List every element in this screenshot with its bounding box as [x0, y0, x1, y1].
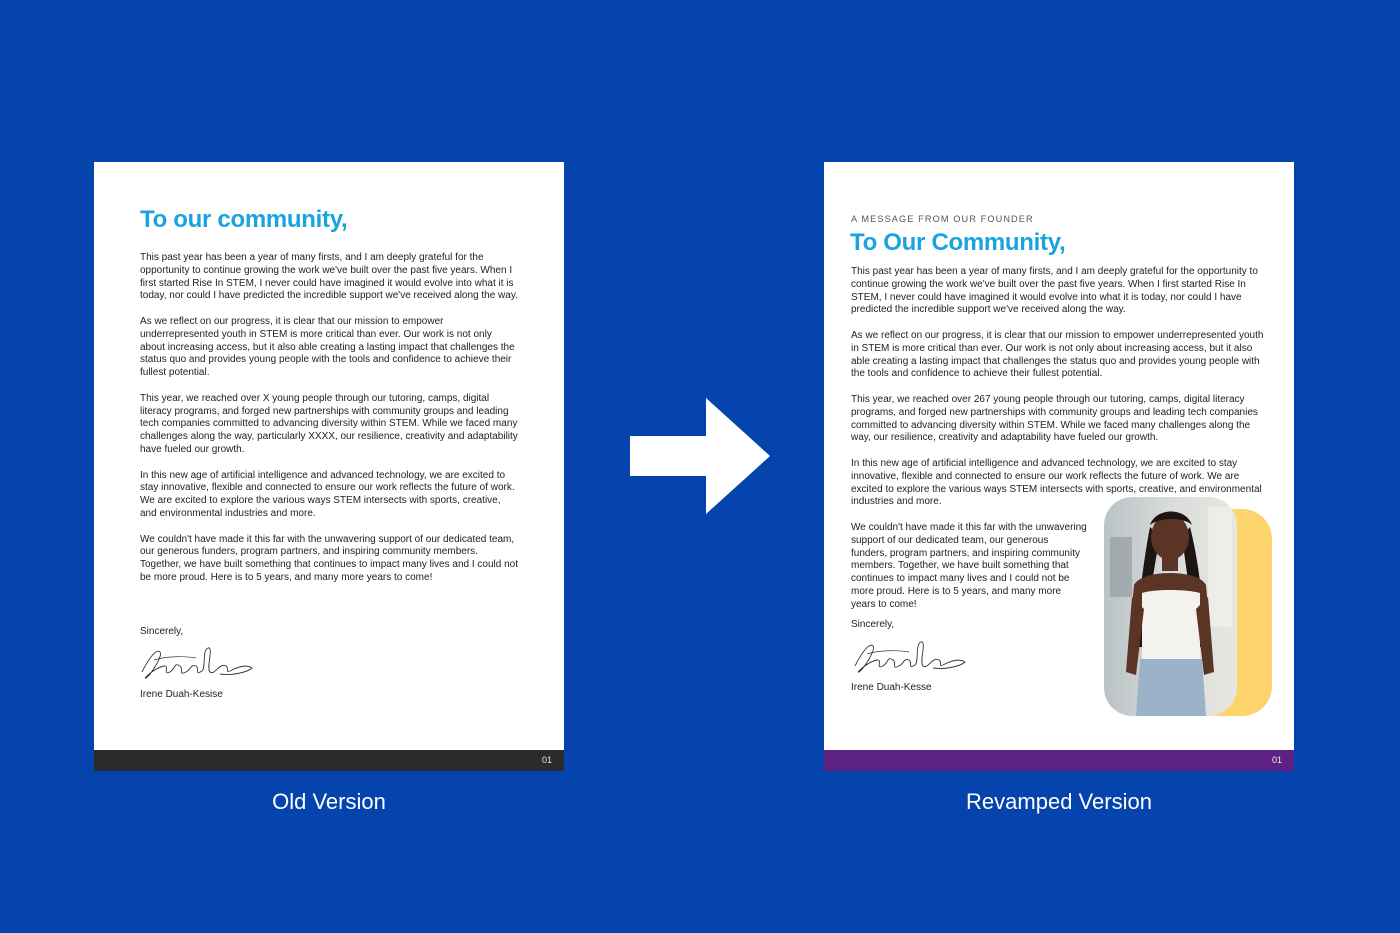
page-number: 01 — [541, 755, 552, 765]
old-version-page — [94, 162, 564, 771]
letter-body — [140, 252, 518, 598]
page-number: 01 — [1271, 755, 1282, 765]
signature-image — [849, 632, 969, 678]
eyebrow-label: A MESSAGE FROM OUR FOUNDER — [851, 214, 1034, 224]
page-footer — [824, 750, 1294, 771]
letter-paragraph: We couldn't have made it this far with the unwavering support of our dedicated team, our generous funders, program partners, and inspiring community members. Together, we have built something that continues to impact many lives and I could not be more proud. Here is to 5 years, and many more years to come! — [140, 533, 518, 583]
founder-photo-frame — [1104, 497, 1274, 719]
closing-text: Sincerely, — [140, 626, 184, 637]
signer-name: Irene Duah-Kesise — [140, 689, 223, 700]
letter-paragraph: This past year has been a year of many firsts, and I am deeply grateful for the opportunity to continue growing the work we've built over the past five years. When I first started Rise In STEM, I never could have imagined it would evolve into what it is today, nor could I have predicted the incredible support we've received along the way. — [140, 252, 518, 302]
page-title: To Our Community, — [850, 229, 1066, 256]
letter-paragraph: In this new age of artificial intelligence and advanced technology, we are excited to stay innovative, flexible and connected to ensure our work reflects the future of work. We are excited to explore the various ways STEM intersects with sports, creative, and environmental industries and more. — [140, 469, 515, 519]
letter-paragraph: We couldn't have made it this far with the unwavering support of our dedicated team, our generous funders, program partners, and inspiring community members. Together, we have built something that continues to impact many lives and I could not be more proud. Here is to 5 years, and many more years to come! — [851, 521, 1087, 610]
revamped-version-caption: Revamped Version — [966, 789, 1152, 814]
letter-paragraph: This past year has been a year of many firsts, and I am deeply grateful for the opportunity to continue growing the work we've built over the past five years. When I first started Rise In STEM, I never could have imagined it would evolve into what it is today, nor could I have predicted the incredible support we've received along the way. — [851, 266, 1258, 316]
letter-paragraph: As we reflect on our progress, it is clear that our mission to empower underrepresented youth in STEM is more critical than ever. Our work is not only about increasing access, but it also able creating a lasting impact that challenges the status quo and provides young people with the tools and confidence to achieve their fullest potential. — [140, 315, 515, 379]
signer-name: Irene Duah-Kesse — [851, 682, 932, 693]
founder-portrait-photo — [1104, 497, 1237, 716]
old-version-caption: Old Version — [272, 789, 386, 814]
letter-paragraph: As we reflect on our progress, it is clear that our mission to empower underrepresented youth in STEM is more critical than ever. Our work is not only about increasing access, but it also able creating a lasting impact that challenges the status quo and provides young people with the tools and confidence to achieve their fullest potential. — [851, 329, 1264, 380]
letter-paragraph: This year, we reached over 267 young people through our tutoring, camps, digital literacy programs, and forged new partnerships with community groups and leading tech companies committed to advancing diversity within STEM. While we faced many challenges along the way, our resilience, creativity and adaptability have fueled our growth. — [851, 393, 1258, 444]
letter-paragraph: This year, we reached over X young people through our tutoring, camps, digital literacy programs, and forged new partnerships with community groups and leading tech companies committed to advancing diversity within STEM. While we faced many challenges along the way, particularly XXXX, our resilience, creativity and adaptability have fueled our growth. — [140, 392, 518, 455]
revamped-version-page — [824, 162, 1294, 771]
right-arrow-icon — [630, 398, 772, 514]
page-footer — [94, 750, 564, 771]
page-title: To our community, — [140, 206, 348, 233]
closing-text: Sincerely, — [851, 619, 895, 630]
letter-paragraph: In this new age of artificial intelligence and advanced technology, we are excited to stay innovative, flexible and connected to ensure our work reflects the future of work. We are excited to explore the various ways STEM intersects with sports, creative, and environmental industries and more. — [851, 457, 1262, 508]
signature-image — [136, 638, 256, 684]
